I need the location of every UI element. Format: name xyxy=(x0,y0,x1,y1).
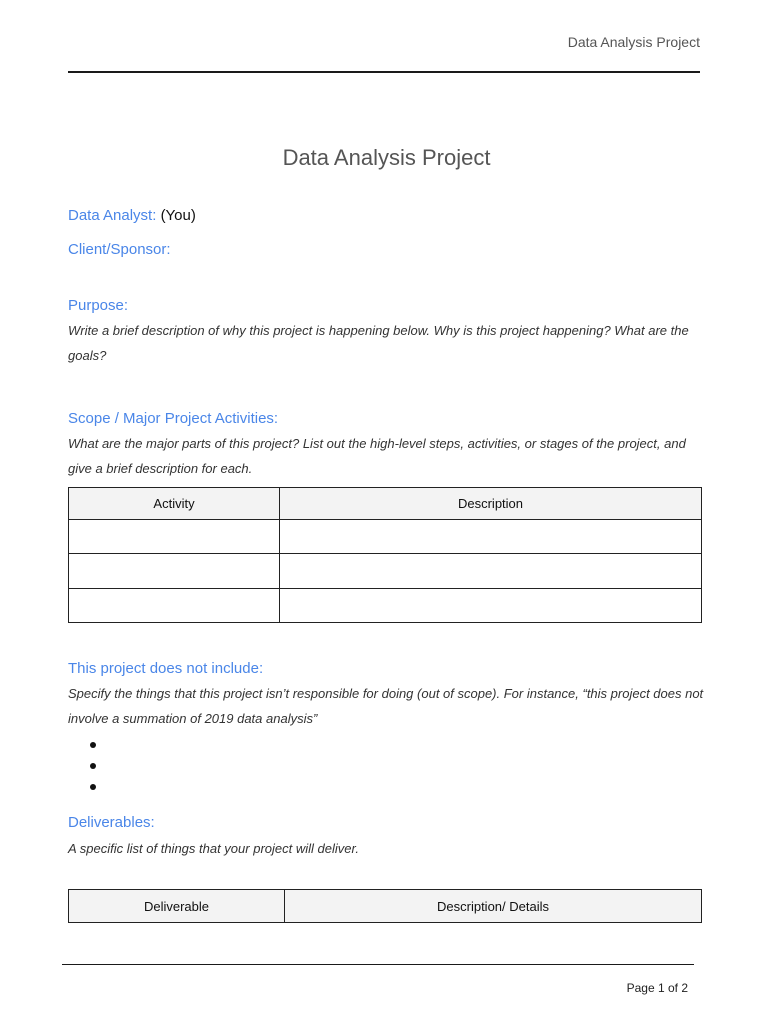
header-divider xyxy=(68,71,700,73)
footer-divider xyxy=(62,964,694,965)
deliverables-heading: Deliverables: xyxy=(68,814,155,831)
page-number: Page 1 of 2 xyxy=(626,981,688,995)
exclusions-list xyxy=(90,738,98,801)
description-cell[interactable] xyxy=(280,554,702,589)
activity-cell[interactable] xyxy=(69,520,280,554)
column-header-deliverable: Deliverable xyxy=(69,890,285,923)
list-item[interactable] xyxy=(90,780,98,801)
table-row xyxy=(69,589,702,623)
table-header-row xyxy=(69,488,702,520)
table-header-row xyxy=(69,890,702,923)
list-item[interactable] xyxy=(90,738,98,759)
data-analyst-field xyxy=(68,207,196,224)
purpose-instruction: Write a brief description of why this project is happening below. Why is this project happening? What are the goals? xyxy=(68,323,689,363)
activity-cell[interactable] xyxy=(69,589,280,623)
column-header-details: Description/ Details xyxy=(285,890,702,923)
exclusions-heading: This project does not include: xyxy=(68,660,264,677)
description-cell[interactable] xyxy=(280,589,702,623)
description-cell[interactable] xyxy=(280,520,702,554)
column-header-activity: Activity xyxy=(69,488,280,520)
client-sponsor-field xyxy=(68,241,171,258)
table-row xyxy=(69,520,702,554)
scope-instruction: What are the major parts of this project? List out the high-level steps, activities, or stages of the project, and give a brief description for each. xyxy=(68,436,686,476)
activity-cell[interactable] xyxy=(69,554,280,589)
data-analyst-label: Data Analyst: xyxy=(68,207,157,224)
activities-table xyxy=(68,487,702,623)
scope-heading: Scope / Major Project Activities: xyxy=(68,410,279,427)
deliverables-table xyxy=(68,889,702,923)
exclusions-instruction: Specify the things that this project isn’t responsible for doing (out of scope). For instance, “this project does not involve a summation of 2019 data analysis” xyxy=(68,686,704,726)
purpose-heading: Purpose: xyxy=(68,297,129,314)
document-title: Data Analysis Project xyxy=(282,145,491,170)
header-title: Data Analysis Project xyxy=(567,34,700,50)
table-row xyxy=(69,554,702,589)
client-sponsor-label: Client/Sponsor: xyxy=(68,241,171,258)
list-item[interactable] xyxy=(90,759,98,780)
data-analyst-value[interactable]: (You) xyxy=(160,207,196,224)
column-header-description: Description xyxy=(280,488,702,520)
deliverables-instruction: A specific list of things that your project will deliver. xyxy=(68,841,359,856)
